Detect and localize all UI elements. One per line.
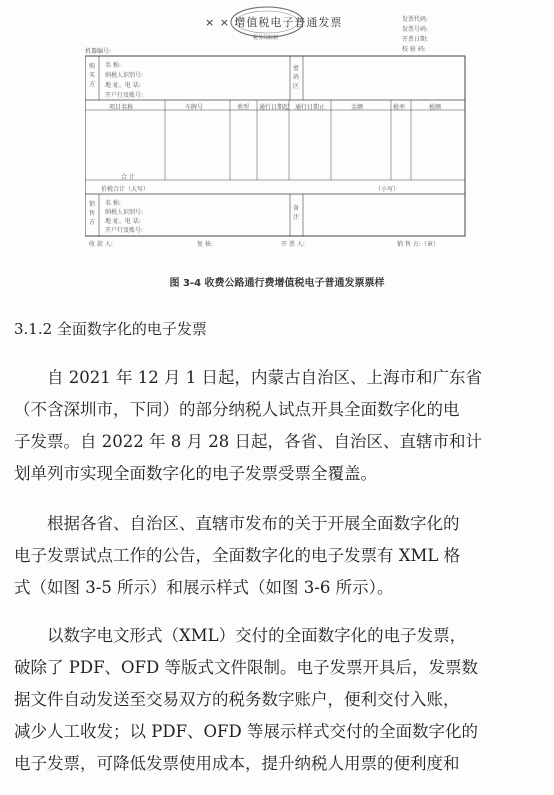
paragraph-line: 划单列市实现全面数字化的电子发票受票全覆盖。 [14,464,377,483]
seal-text: 税务局监制 [253,35,279,41]
buyer-taxid-label: 纳税人识别号: [105,72,144,79]
total-label: 价税合计（大写） [101,186,150,193]
section-heading: 3.1.2 全面数字化的电子发票 [14,320,207,338]
figure-caption: 图 3-4 收费公路通行费增值税电子普通发票票样 [169,278,385,289]
invoice-figure [85,0,470,250]
paragraph-1 [14,362,540,490]
seller-side-label: 销售方 [89,201,96,226]
seller-stamp-label: 销 售 方:（章） [397,241,439,248]
paragraph-line: 电子发票，可降低发票使用成本，提升纳税人用票的便利度和 [14,754,460,773]
col-plate: 车牌号 [185,104,204,111]
col-date-to: 通行日期止 [295,104,326,111]
seller-address-label: 地 址、电 话: [105,218,141,225]
paragraph-line: 根据各省、自治区、直辖市发布的关于开展全面数字化的 [47,514,460,533]
paragraph-2 [14,508,540,604]
machine-number-label: 机器编号: [85,48,112,55]
reviewer-label: 复 核: [197,241,213,248]
issuer-label: 开 票 人: [281,241,305,248]
paragraph-line: 子发票。自 2022 年 8 月 28 日起，各省、自治区、直辖市和计 [14,432,482,451]
buyer-address-label: 地 址、电 话: [105,82,141,89]
subtotal-label: 合 计 [121,174,135,181]
invoice-code-label: 发票代码: [402,16,429,23]
paragraph-line: 电子发票试点工作的公告，全面数字化的电子发票有 XML 格 [14,546,461,565]
col-date-from: 通行日期起 [259,104,290,111]
seller-bank-label: 开户行及账号: [105,227,144,234]
total-small-label: （小写） [375,186,400,193]
paragraph-line: 减少人工收发；以 PDF、OFD 等展示样式交付的全面数字化的 [14,722,478,741]
password-area-label: 密码区 [293,65,300,90]
payee-label: 收 款 人: [89,241,113,248]
buyer-bank-label: 开户行及账号: [105,92,144,99]
paragraph-line: 式（如图 3-5 所示）和展示样式（如图 3-6 所示）。 [14,578,394,597]
invoice-number-label: 发票号码: [402,26,429,33]
paragraph-3 [14,620,540,780]
col-tax-amount: 税额 [429,104,442,111]
remarks-label: 备注 [293,205,300,221]
check-code-label: 校 验 码: [402,46,426,53]
seller-name-label: 名 称: [105,200,121,207]
col-item-name: 项目名称 [109,104,134,111]
invoice-title: × × 增值税电子普通发票 [205,16,343,29]
seller-taxid-label: 纳税人识别号: [105,209,144,216]
invoice-date-label: 开票日期: [402,36,429,43]
buyer-side-label: 购买方 [89,63,96,88]
paragraph-line: 以数字电文形式（XML）交付的全面数字化的电子发票， [47,626,467,645]
paragraph-line: 自 2021 年 12 月 1 日起，内蒙古自治区、上海市和广东省 [47,368,482,387]
paragraph-line: （不含深圳市，下同）的部分纳税人试点开具全面数字化的电 [14,400,460,419]
paragraph-line: 据文件自动发送至交易双方的税务数字账户，便利交付入账， [14,690,460,709]
col-tax-rate: 税率 [393,104,406,111]
paragraph-line: 破除了 PDF、OFD 等版式文件限制。电子发票开具后，发票数 [14,658,478,677]
col-type: 类型 [237,104,250,111]
col-amount: 金额 [351,104,364,111]
buyer-name-label: 名 称: [105,62,121,69]
